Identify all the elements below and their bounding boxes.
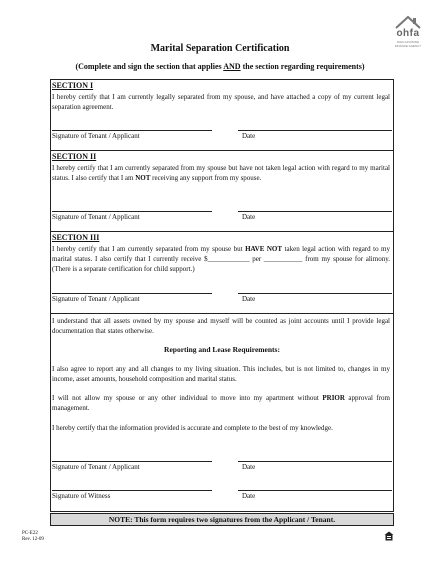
date-line-5[interactable] (238, 490, 392, 491)
requirements-prior: PRIOR (322, 394, 345, 402)
section-3-text-a: I hereby certify that I am currently separated from my spouse but (52, 245, 246, 253)
date-label-5: Date (242, 492, 256, 500)
tenant-signature-line-2[interactable] (52, 211, 212, 212)
logo-subtext: OHIO HOUSING FINANCE AGENCY (394, 40, 422, 48)
witness-signature-label: Signature of Witness (52, 492, 111, 500)
date-line-2[interactable] (238, 211, 392, 212)
note-banner: NOTE: This form requires two signatures from the Applicant / Tenant. (50, 513, 394, 526)
tenant-signature-line-4[interactable] (52, 461, 212, 462)
date-line-4[interactable] (238, 461, 392, 462)
date-label-2: Date (242, 213, 256, 221)
section-2-not: NOT (135, 174, 151, 182)
subtitle-part-2: the section regarding requirements) (240, 62, 365, 71)
section-2-text-c: receiving any support from my spouse. (150, 174, 262, 182)
ohfa-logo (392, 14, 424, 46)
tenant-signature-line-1[interactable] (52, 130, 212, 131)
section-3-box (50, 231, 394, 314)
requirements-paragraph-2 (52, 393, 390, 413)
page-title: Marital Separation Certification (150, 43, 290, 54)
requirements-box (50, 313, 394, 512)
section-2-box (50, 150, 394, 232)
requirements-heading: Reporting and Lease Requirements: (164, 345, 280, 354)
form-code: PC-E22 (22, 531, 38, 536)
subtitle-part-1: (Complete and sign the section that applies (75, 62, 224, 71)
requirements-paragraph-3: I hereby certify that the information provided is accurate and complete to the best of my knowledge. (52, 424, 333, 432)
section-2-heading: SECTION II (52, 152, 97, 161)
form-revision: Rev. 12-09 (22, 537, 44, 542)
section-3-have-not: HAVE NOT (245, 245, 283, 253)
section-2-text-a: I hereby certify that I am currently separated from my spouse but have not taken legal action with regard to my marital status. I also certify that I am (52, 164, 390, 182)
requirements-p2-a: I will not allow my spouse or any other individual to move into my apartment without (52, 394, 323, 402)
page-subtitle (0, 62, 440, 71)
section-2-text (52, 163, 390, 183)
tenant-signature-line-3[interactable] (52, 293, 212, 294)
equal-housing-icon (384, 531, 394, 541)
tenant-signature-label-2: Signature of Tenant / Applicant (52, 213, 140, 221)
subtitle-and: AND (223, 62, 241, 71)
assets-text: I understand that all assets owned by my spouse and myself will be counted as joint accounts until I provide legal documentation that states otherwise. (52, 317, 390, 335)
section-1-box (50, 79, 394, 151)
date-label-3: Date (242, 295, 256, 303)
logo-text: ohfa (396, 28, 420, 39)
section-1-text: I hereby certify that I am currently legally separated from my spouse, and have attached a copy of my current legal separation agreement. (52, 93, 390, 111)
date-line-1[interactable] (238, 130, 392, 131)
tenant-signature-label-4: Signature of Tenant / Applicant (52, 463, 140, 471)
date-line-3[interactable] (238, 293, 392, 294)
tenant-signature-label-1: Signature of Tenant / Applicant (52, 132, 140, 140)
date-label-4: Date (242, 463, 256, 471)
section-3-text (52, 244, 390, 274)
section-1-heading: SECTION I (52, 81, 94, 90)
section-3-text-c: taken legal action with regard to my marital status. I also certify that I currently receive $____________ per ___________ from my spouse for alimony. (There is a separate certification for child support.) (52, 245, 390, 273)
requirements-paragraph-1: I also agree to report any and all changes to my living situation. This includes, but is not limited to, changes in my income, asset amounts, household composition and marital status. (52, 365, 390, 383)
witness-signature-line[interactable] (52, 490, 212, 491)
requirements-p2-c: approval from management. (52, 394, 390, 412)
date-label-1: Date (242, 132, 256, 140)
tenant-signature-label-3: Signature of Tenant / Applicant (52, 295, 140, 303)
section-3-heading: SECTION III (52, 233, 100, 242)
